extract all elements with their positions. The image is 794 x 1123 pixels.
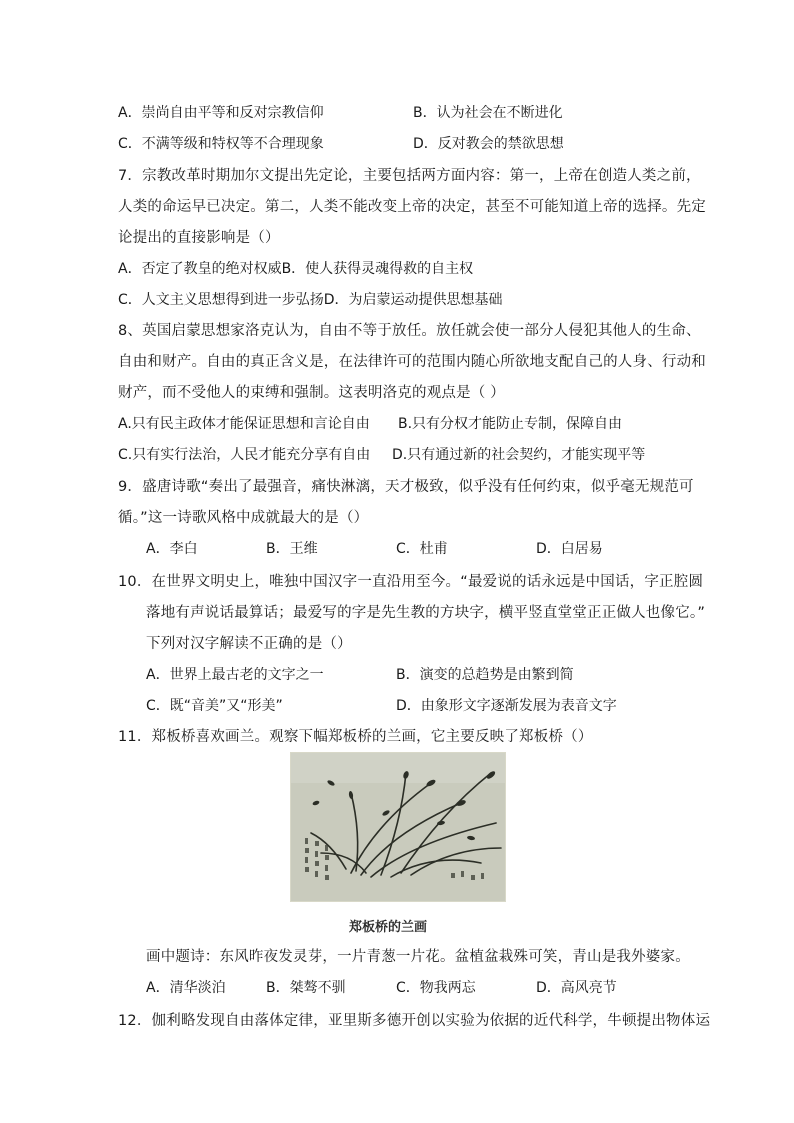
q10-option-a: A．世界上最古老的文字之一 [146, 667, 324, 683]
q8-option-c: C.只有实行法治，人民才能充分享有自由 [118, 447, 371, 463]
q9-option-b: B．王维 [266, 541, 318, 557]
q7-stem-line1: 7．宗教改革时期加尔文提出先定论，主要包括两方面内容：第一，上帝在创造人类之前， [118, 168, 701, 184]
q8-option-a: A.只有民主政体才能保证思想和言论自由 [118, 416, 370, 432]
q9-option-d: D．白居易 [536, 541, 603, 557]
q11-option-a: A．清华淡泊 [146, 980, 226, 996]
q7-options-ab: A．否定了教皇的绝对权威B．使人获得灵魂得救的自主权 [118, 261, 474, 277]
orchid-painting-image [290, 752, 506, 902]
q10-option-b: B．演变的总趋势是由繁到简 [396, 667, 574, 683]
q8-stem-line3: 财产，而不受他人的束缚和强制。这表明洛克的观点是（ ） [118, 385, 506, 401]
q11-option-c: C．物我两忘 [396, 980, 476, 996]
q10-stem-line1: 10．在世界文明史上，唯独中国汉字一直沿用至今。“最爱说的话永远是中国话，字正腔圆 [118, 574, 704, 590]
q6-option-b: B．认为社会在不断进化 [413, 105, 563, 121]
q10-option-c: C．既“音美”又“形美” [146, 698, 283, 714]
q10-stem-line3: 下列对汉字解读不正确的是（） [146, 636, 352, 652]
q10-option-d: D．由象形文字逐渐发展为表音文字 [396, 698, 617, 714]
q12-stem-line1: 12．伽利略发现自由落体定律，亚里斯多德开创以实验为依据的近代科学，牛顿提出物体运 [118, 1013, 711, 1029]
q11-poem-line: 画中题诗：东风昨夜发灵芽，一片青葱一片花。盆植盆栽殊可笑，青山是我外婆家。 [146, 949, 690, 965]
q8-stem-line1: 8、英国启蒙思想家洛克认为，自由不等于放任。放任就会使一部分人侵犯其他人的生命、 [118, 323, 701, 339]
q6-option-d: D．反对教会的禁欲思想 [413, 136, 564, 152]
q9-stem-line1: 9．盛唐诗歌“奏出了最强音，痛快淋漓，天才极致，似乎没有任何约束，似乎毫无规范可 [118, 479, 694, 495]
q11-option-d: D．高风亮节 [536, 980, 617, 996]
q6-option-c: C．不满等级和特权等不合理现象 [118, 136, 324, 152]
q11-stem-line1: 11．郑板桥喜欢画兰。观察下幅郑板桥的兰画，它主要反映了郑板桥（） [118, 729, 593, 745]
q9-option-c: C．杜甫 [396, 541, 448, 557]
painting-caption: 郑板桥的兰画 [349, 920, 428, 935]
q9-option-a: A．李白 [146, 541, 198, 557]
q10-stem-line2: 落地有声说话最算话；最爱写的字是先生教的方块字，横平竖直堂堂正正做人也像它。” [146, 605, 706, 621]
orchid-painting-illustration [291, 753, 505, 901]
q6-option-a: A．崇尚自由平等和反对宗教信仰 [118, 105, 324, 121]
q9-stem-line2: 循。”这一诗歌风格中成就最大的是（） [118, 510, 369, 526]
q7-options-cd: C．人文主义思想得到进一步弘扬D．为启蒙运动提供思想基础 [118, 292, 503, 308]
q8-option-b: B.只有分权才能防止专制，保障自由 [398, 416, 623, 432]
q8-stem-line2: 自由和财产。自由的真正含义是，在法律许可的范围内随心所欲地支配自己的人身、行动和 [118, 354, 706, 370]
q7-stem-line3: 论提出的直接影响是（） [118, 230, 280, 246]
q8-option-d: D.只有通过新的社会契约，才能实现平等 [392, 447, 646, 463]
q11-option-b: B．桀骜不驯 [266, 980, 346, 996]
q7-stem-line2: 人类的命运早已决定。第二，人类不能改变上帝的决定，甚至不可能知道上帝的选择。先定 [118, 199, 706, 215]
